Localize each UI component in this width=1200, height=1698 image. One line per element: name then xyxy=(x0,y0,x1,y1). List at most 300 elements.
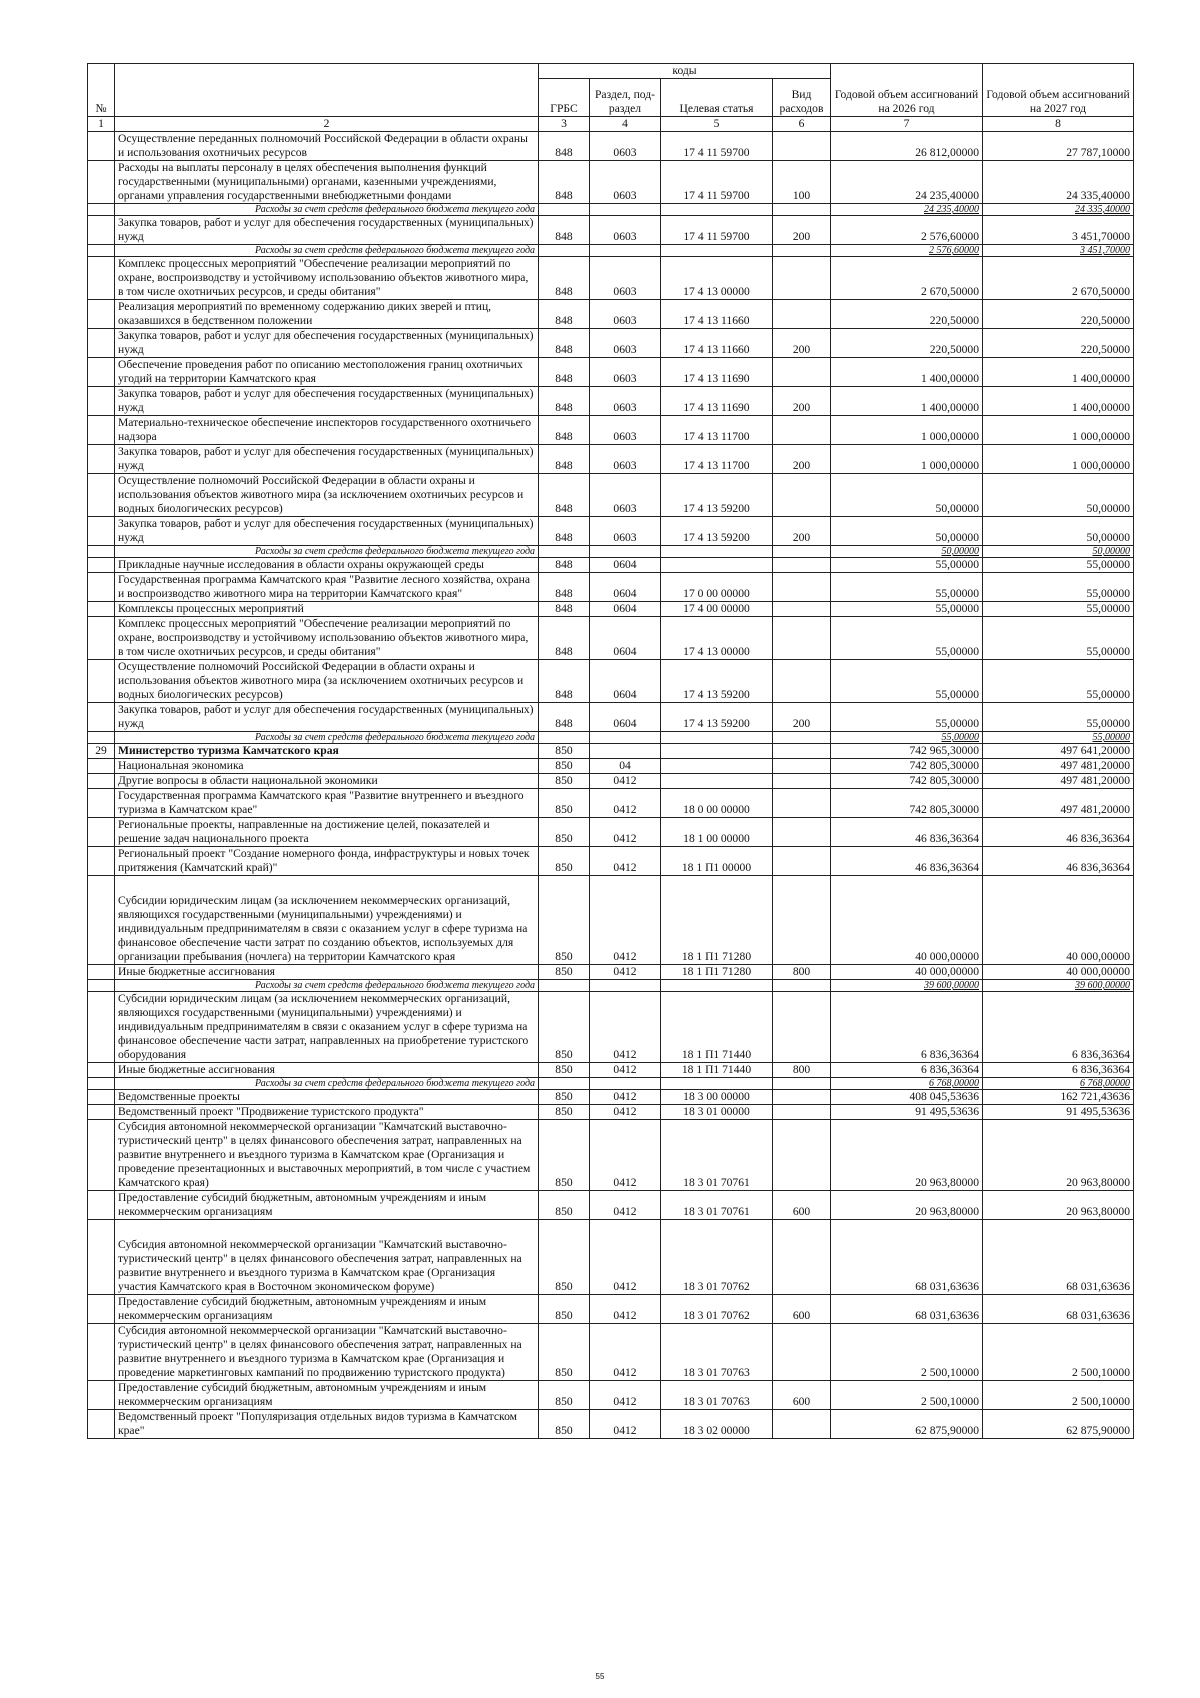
row-name: Субсидии юридическим лицам (за исключением некоммерческих организаций, являющихся государственными (муниципальными) учреждениями) и индивидуальным предпринимателям в связи с оказанием услуг в сфере туризма на финансовое обеспечение части затрат по созданию объектов, используемых для организации пребывания (ночлега) на территории Камчатского края xyxy=(115,876,539,965)
grbs-code: 848 xyxy=(539,161,590,204)
amount-2027: 1 000,00000 xyxy=(983,445,1134,474)
row-number xyxy=(88,980,115,992)
target-code: 17 0 00 00000 xyxy=(661,573,773,602)
section-code: 0412 xyxy=(590,789,661,818)
expense-type-code xyxy=(773,744,831,759)
table-row xyxy=(88,216,1134,245)
amount-2027: 20 963,80000 xyxy=(983,1120,1134,1191)
amount-2026: 2 576,60000 xyxy=(831,216,983,245)
amount-2027: 6 836,36364 xyxy=(983,1063,1134,1078)
expense-type-code: 600 xyxy=(773,1191,831,1220)
amount-2027: 497 481,20000 xyxy=(983,774,1134,789)
table-row xyxy=(88,744,1134,759)
target-code: 17 4 13 11700 xyxy=(661,445,773,474)
grbs-code: 850 xyxy=(539,1191,590,1220)
target-code: 17 4 13 11690 xyxy=(661,358,773,387)
header-vol-2026: Годовой объем ассигнований на 2026 год xyxy=(831,64,983,117)
budget-table xyxy=(87,63,1134,1439)
row-number xyxy=(88,992,115,1063)
section-code: 0412 xyxy=(590,992,661,1063)
row-name: Субсидия автономной некоммерческой организации "Камчатский выставочно-туристический центр" в целях финансового обеспечения затрат, направленных на развитие внутреннего и въездного туризма в Камчатском крае (Организация участия Камчатского края в Восточном экономическом форуме) xyxy=(115,1220,539,1295)
table-row xyxy=(88,965,1134,980)
table-row xyxy=(88,573,1134,602)
target-code xyxy=(661,204,773,216)
expense-type-code xyxy=(773,1324,831,1381)
amount-2026: 1 400,00000 xyxy=(831,387,983,416)
target-code: 17 4 11 59700 xyxy=(661,132,773,161)
table-row xyxy=(88,992,1134,1063)
section-code: 0603 xyxy=(590,517,661,546)
row-name: Комплекс процессных мероприятий "Обеспечение реализации мероприятий по охране, воспроизводству и устойчивому использованию объектов животного мира, в том числе охотничьих ресурсов, и среды обитания" xyxy=(115,257,539,300)
row-name: Иные бюджетные ассигнования xyxy=(115,965,539,980)
grbs-code: 848 xyxy=(539,703,590,732)
row-name: Ведомственный проект "Продвижение туристского продукта" xyxy=(115,1105,539,1120)
amount-2027: 40 000,00000 xyxy=(983,876,1134,965)
amount-2026: 220,50000 xyxy=(831,329,983,358)
amount-2027: 55,00000 xyxy=(983,660,1134,703)
section-code: 0604 xyxy=(590,558,661,573)
row-name: Предоставление субсидий бюджетным, автономным учреждениям и иным некоммерческим организациям xyxy=(115,1381,539,1410)
expense-type-code xyxy=(773,257,831,300)
expense-type-code xyxy=(773,204,831,216)
target-code xyxy=(661,759,773,774)
amount-2027: 55,00000 xyxy=(983,703,1134,732)
table-row xyxy=(88,602,1134,617)
row-name: Осуществление полномочий Российской Федерации в области охраны и использования объектов животного мира (за исключением охотничьих ресурсов и водных биологических ресурсов) xyxy=(115,474,539,517)
row-number xyxy=(88,546,115,558)
grbs-code: 850 xyxy=(539,847,590,876)
expense-type-code xyxy=(773,876,831,965)
section-code: 0603 xyxy=(590,132,661,161)
amount-2026: 742 805,30000 xyxy=(831,759,983,774)
grbs-code: 848 xyxy=(539,617,590,660)
row-name: Закупка товаров, работ и услуг для обеспечения государственных (муниципальных) нужд xyxy=(115,387,539,416)
amount-2027: 1 400,00000 xyxy=(983,387,1134,416)
grbs-code xyxy=(539,245,590,257)
target-code: 17 4 13 59200 xyxy=(661,474,773,517)
section-code: 0412 xyxy=(590,1295,661,1324)
grbs-code: 848 xyxy=(539,660,590,703)
header-codes: коды xyxy=(539,64,831,79)
section-code: 0603 xyxy=(590,358,661,387)
amount-2027: 2 500,10000 xyxy=(983,1324,1134,1381)
column-number: 3 xyxy=(539,117,590,132)
section-code xyxy=(590,744,661,759)
grbs-code: 848 xyxy=(539,358,590,387)
expense-type-code xyxy=(773,1220,831,1295)
row-number xyxy=(88,789,115,818)
amount-2026: 91 495,53636 xyxy=(831,1105,983,1120)
expense-type-code xyxy=(773,1410,831,1439)
row-number xyxy=(88,387,115,416)
table-row xyxy=(88,847,1134,876)
amount-2026: 26 812,00000 xyxy=(831,132,983,161)
section-code: 0412 xyxy=(590,1120,661,1191)
table-row xyxy=(88,876,1134,965)
expense-type-code: 600 xyxy=(773,1295,831,1324)
target-code: 18 3 01 70762 xyxy=(661,1220,773,1295)
amount-2026: 50,00000 xyxy=(831,546,983,558)
amount-2027: 46 836,36364 xyxy=(983,818,1134,847)
row-number xyxy=(88,300,115,329)
row-number xyxy=(88,1090,115,1105)
row-name: Расходы за счет средств федерального бюджета текущего года xyxy=(115,732,539,744)
row-name: Закупка товаров, работ и услуг для обеспечения государственных (муниципальных) нужд xyxy=(115,517,539,546)
grbs-code: 848 xyxy=(539,558,590,573)
amount-2027: 24 335,40000 xyxy=(983,204,1134,216)
amount-2027: 55,00000 xyxy=(983,732,1134,744)
target-code xyxy=(661,546,773,558)
section-code xyxy=(590,1078,661,1090)
row-name: Ведомственные проекты xyxy=(115,1090,539,1105)
amount-2026: 24 235,40000 xyxy=(831,204,983,216)
column-number: 2 xyxy=(115,117,539,132)
row-number xyxy=(88,759,115,774)
section-code xyxy=(590,732,661,744)
row-number xyxy=(88,732,115,744)
row-name: Иные бюджетные ассигнования xyxy=(115,1063,539,1078)
grbs-code: 850 xyxy=(539,1295,590,1324)
section-code: 0603 xyxy=(590,416,661,445)
grbs-code: 850 xyxy=(539,789,590,818)
grbs-code xyxy=(539,1078,590,1090)
target-code xyxy=(661,245,773,257)
amount-2026: 55,00000 xyxy=(831,558,983,573)
row-number xyxy=(88,1105,115,1120)
grbs-code xyxy=(539,980,590,992)
expense-type-code: 200 xyxy=(773,329,831,358)
expense-type-code xyxy=(773,558,831,573)
grbs-code: 850 xyxy=(539,1220,590,1295)
row-number xyxy=(88,517,115,546)
row-name: Субсидии юридическим лицам (за исключением некоммерческих организаций, являющихся государственными (муниципальными) учреждениями) и индивидуальным предпринимателям в связи с оказанием услуг в сфере туризма на финансовое обеспечение части затрат, направленных на приобретение туристского оборудования xyxy=(115,992,539,1063)
column-number: 6 xyxy=(773,117,831,132)
header-grbs: ГРБС xyxy=(539,79,590,117)
amount-2027: 20 963,80000 xyxy=(983,1191,1134,1220)
target-code: 17 4 13 59200 xyxy=(661,517,773,546)
table-row xyxy=(88,474,1134,517)
amount-2027: 2 670,50000 xyxy=(983,257,1134,300)
section-code: 0604 xyxy=(590,602,661,617)
row-name: Осуществление переданных полномочий Российской Федерации в области охраны и использования охотничьих ресурсов xyxy=(115,132,539,161)
expense-type-code xyxy=(773,474,831,517)
row-name: Закупка товаров, работ и услуг для обеспечения государственных (муниципальных) нужд xyxy=(115,329,539,358)
grbs-code: 848 xyxy=(539,416,590,445)
subtotal-row xyxy=(88,732,1134,744)
expense-type-code xyxy=(773,660,831,703)
amount-2027: 55,00000 xyxy=(983,558,1134,573)
amount-2026: 55,00000 xyxy=(831,573,983,602)
table-row xyxy=(88,517,1134,546)
amount-2027: 91 495,53636 xyxy=(983,1105,1134,1120)
grbs-code xyxy=(539,204,590,216)
amount-2026: 1 400,00000 xyxy=(831,358,983,387)
target-code: 18 1 П1 71440 xyxy=(661,1063,773,1078)
expense-type-code xyxy=(773,245,831,257)
row-number xyxy=(88,602,115,617)
expense-type-code xyxy=(773,358,831,387)
amount-2027: 6 836,36364 xyxy=(983,992,1134,1063)
row-number xyxy=(88,1220,115,1295)
row-name: Комплексы процессных мероприятий xyxy=(115,602,539,617)
section-code xyxy=(590,546,661,558)
amount-2027: 497 641,20000 xyxy=(983,744,1134,759)
table-row xyxy=(88,703,1134,732)
row-number xyxy=(88,558,115,573)
expense-type-code xyxy=(773,759,831,774)
amount-2026: 68 031,63636 xyxy=(831,1220,983,1295)
expense-type-code xyxy=(773,602,831,617)
grbs-code: 850 xyxy=(539,1324,590,1381)
row-number xyxy=(88,204,115,216)
section-code: 0603 xyxy=(590,445,661,474)
column-number-row xyxy=(88,117,1134,132)
section-code: 0412 xyxy=(590,876,661,965)
amount-2026: 2 670,50000 xyxy=(831,257,983,300)
table-row xyxy=(88,132,1134,161)
grbs-code: 848 xyxy=(539,573,590,602)
section-code: 0603 xyxy=(590,300,661,329)
amount-2026: 20 963,80000 xyxy=(831,1191,983,1220)
section-code: 0603 xyxy=(590,257,661,300)
expense-type-code xyxy=(773,1078,831,1090)
amount-2027: 27 787,10000 xyxy=(983,132,1134,161)
amount-2027: 68 031,63636 xyxy=(983,1220,1134,1295)
amount-2027: 50,00000 xyxy=(983,517,1134,546)
section-code: 0412 xyxy=(590,1324,661,1381)
grbs-code: 848 xyxy=(539,474,590,517)
target-code: 17 4 13 59200 xyxy=(661,703,773,732)
grbs-code: 850 xyxy=(539,1120,590,1191)
amount-2027: 68 031,63636 xyxy=(983,1295,1134,1324)
amount-2027: 1 000,00000 xyxy=(983,416,1134,445)
row-number xyxy=(88,257,115,300)
target-code: 18 3 01 00000 xyxy=(661,1105,773,1120)
section-code: 0412 xyxy=(590,1063,661,1078)
grbs-code: 850 xyxy=(539,1410,590,1439)
section-code: 0603 xyxy=(590,474,661,517)
amount-2027: 162 721,43636 xyxy=(983,1090,1134,1105)
grbs-code: 848 xyxy=(539,517,590,546)
target-code: 17 4 13 11700 xyxy=(661,416,773,445)
table-row xyxy=(88,1063,1134,1078)
target-code: 18 3 01 70761 xyxy=(661,1120,773,1191)
target-code: 18 1 П1 71440 xyxy=(661,992,773,1063)
table-row xyxy=(88,161,1134,204)
row-name: Комплекс процессных мероприятий "Обеспечение реализации мероприятий по охране, воспроизводству и устойчивому использованию объектов животного мира, в том числе охотничьих ресурсов, и среды обитания" xyxy=(115,617,539,660)
target-code: 18 0 00 00000 xyxy=(661,789,773,818)
row-number xyxy=(88,1381,115,1410)
amount-2026: 408 045,53636 xyxy=(831,1090,983,1105)
row-name: Закупка товаров, работ и услуг для обеспечения государственных (муниципальных) нужд xyxy=(115,703,539,732)
section-code: 0412 xyxy=(590,1381,661,1410)
amount-2026: 742 805,30000 xyxy=(831,774,983,789)
row-name: Расходы за счет средств федерального бюджета текущего года xyxy=(115,1078,539,1090)
row-number xyxy=(88,216,115,245)
section-code xyxy=(590,204,661,216)
grbs-code: 850 xyxy=(539,965,590,980)
table-row xyxy=(88,445,1134,474)
target-code: 17 4 00 00000 xyxy=(661,602,773,617)
subtotal-row xyxy=(88,204,1134,216)
amount-2027: 55,00000 xyxy=(983,617,1134,660)
section-code: 0604 xyxy=(590,573,661,602)
amount-2026: 68 031,63636 xyxy=(831,1295,983,1324)
target-code: 18 1 00 00000 xyxy=(661,818,773,847)
section-code: 0412 xyxy=(590,1220,661,1295)
amount-2026: 1 000,00000 xyxy=(831,416,983,445)
target-code xyxy=(661,558,773,573)
row-number xyxy=(88,1078,115,1090)
amount-2026: 55,00000 xyxy=(831,617,983,660)
column-number: 7 xyxy=(831,117,983,132)
table-row xyxy=(88,300,1134,329)
row-name: Национальная экономика xyxy=(115,759,539,774)
row-name: Реализация мероприятий по временному содержанию диких зверей и птиц, оказавшихся в бедственном положении xyxy=(115,300,539,329)
amount-2027: 50,00000 xyxy=(983,474,1134,517)
target-code xyxy=(661,980,773,992)
amount-2026: 40 000,00000 xyxy=(831,876,983,965)
row-number xyxy=(88,573,115,602)
row-name: Государственная программа Камчатского края "Развитие лесного хозяйства, охрана и воспроизводство животного мира на территории Камчатского края" xyxy=(115,573,539,602)
section-code: 0604 xyxy=(590,660,661,703)
row-name: Прикладные научные исследования в области охраны окружающей среды xyxy=(115,558,539,573)
expense-type-code xyxy=(773,416,831,445)
grbs-code: 848 xyxy=(539,602,590,617)
grbs-code: 850 xyxy=(539,1090,590,1105)
amount-2026: 6 836,36364 xyxy=(831,1063,983,1078)
expense-type-code xyxy=(773,617,831,660)
subtotal-row xyxy=(88,546,1134,558)
grbs-code xyxy=(539,732,590,744)
grbs-code: 850 xyxy=(539,992,590,1063)
row-number xyxy=(88,847,115,876)
target-code: 17 4 13 00000 xyxy=(661,257,773,300)
column-number: 4 xyxy=(590,117,661,132)
grbs-code xyxy=(539,546,590,558)
column-number: 1 xyxy=(88,117,115,132)
target-code: 18 3 01 70762 xyxy=(661,1295,773,1324)
section-code: 0412 xyxy=(590,1105,661,1120)
column-number: 8 xyxy=(983,117,1134,132)
target-code: 18 1 П1 71280 xyxy=(661,965,773,980)
amount-2027: 497 481,20000 xyxy=(983,789,1134,818)
table-row xyxy=(88,1295,1134,1324)
row-name: Региональные проекты, направленные на достижение целей, показателей и решение задач национального проекта xyxy=(115,818,539,847)
row-name: Региональный проект "Создание номерного фонда, инфраструктуры и новых точек притяжения (Камчатский край)" xyxy=(115,847,539,876)
amount-2027: 55,00000 xyxy=(983,602,1134,617)
amount-2027: 3 451,70000 xyxy=(983,245,1134,257)
expense-type-code xyxy=(773,847,831,876)
row-name: Другие вопросы в области национальной экономики xyxy=(115,774,539,789)
header-row-1 xyxy=(88,64,1134,79)
grbs-code: 848 xyxy=(539,300,590,329)
expense-type-code xyxy=(773,132,831,161)
section-code: 0604 xyxy=(590,617,661,660)
table-row xyxy=(88,1220,1134,1295)
row-name: Министерство туризма Камчатского края xyxy=(115,744,539,759)
target-code xyxy=(661,774,773,789)
row-name: Расходы за счет средств федерального бюджета текущего года xyxy=(115,204,539,216)
page-number: 55 xyxy=(595,1672,605,1681)
table-row xyxy=(88,1191,1134,1220)
row-number xyxy=(88,329,115,358)
row-name: Ведомственный проект "Популяризация отдельных видов туризма в Камчатском крае" xyxy=(115,1410,539,1439)
grbs-code: 850 xyxy=(539,1381,590,1410)
expense-type-code xyxy=(773,1105,831,1120)
expense-type-code: 200 xyxy=(773,703,831,732)
subtotal-row xyxy=(88,245,1134,257)
expense-type-code xyxy=(773,546,831,558)
amount-2026: 50,00000 xyxy=(831,474,983,517)
table-row xyxy=(88,1381,1134,1410)
section-code: 0412 xyxy=(590,847,661,876)
row-number xyxy=(88,1191,115,1220)
row-name: Закупка товаров, работ и услуг для обеспечения государственных (муниципальных) нужд xyxy=(115,445,539,474)
amount-2026: 1 000,00000 xyxy=(831,445,983,474)
target-code: 17 4 13 11660 xyxy=(661,300,773,329)
table-row xyxy=(88,1410,1134,1439)
header-section: Раздел, под-раздел xyxy=(590,79,661,117)
section-code: 0412 xyxy=(590,774,661,789)
target-code: 17 4 13 59200 xyxy=(661,660,773,703)
grbs-code: 848 xyxy=(539,257,590,300)
amount-2026: 46 836,36364 xyxy=(831,847,983,876)
expense-type-code: 800 xyxy=(773,965,831,980)
target-code: 18 3 01 70763 xyxy=(661,1324,773,1381)
expense-type-code xyxy=(773,818,831,847)
target-code xyxy=(661,732,773,744)
row-number xyxy=(88,965,115,980)
row-number xyxy=(88,416,115,445)
expense-type-code: 600 xyxy=(773,1381,831,1410)
row-number xyxy=(88,703,115,732)
row-number xyxy=(88,161,115,204)
row-number xyxy=(88,1120,115,1191)
table-row xyxy=(88,617,1134,660)
amount-2027: 1 400,00000 xyxy=(983,358,1134,387)
table-row xyxy=(88,416,1134,445)
section-code: 0412 xyxy=(590,965,661,980)
amount-2026: 20 963,80000 xyxy=(831,1120,983,1191)
amount-2027: 50,00000 xyxy=(983,546,1134,558)
expense-type-code xyxy=(773,573,831,602)
table-row xyxy=(88,660,1134,703)
expense-type-code xyxy=(773,774,831,789)
table-row xyxy=(88,789,1134,818)
row-number xyxy=(88,1063,115,1078)
row-number xyxy=(88,358,115,387)
target-code: 18 3 00 00000 xyxy=(661,1090,773,1105)
table-row xyxy=(88,1090,1134,1105)
amount-2027: 3 451,70000 xyxy=(983,216,1134,245)
row-name: Субсидия автономной некоммерческой организации "Камчатский выставочно-туристический центр" в целях финансового обеспечения затрат, направленных на развитие внутреннего и въездного туризма в Камчатском крае (Организация и проведение маркетинговых кампаний по продвижению туристского продукта) xyxy=(115,1324,539,1381)
amount-2027: 40 000,00000 xyxy=(983,965,1134,980)
amount-2026: 2 500,10000 xyxy=(831,1381,983,1410)
amount-2026: 55,00000 xyxy=(831,660,983,703)
expense-type-code xyxy=(773,980,831,992)
target-code: 18 3 01 70763 xyxy=(661,1381,773,1410)
table-row xyxy=(88,558,1134,573)
target-code: 17 4 13 11660 xyxy=(661,329,773,358)
amount-2026: 742 965,30000 xyxy=(831,744,983,759)
header-vol-2027: Годовой объем ассигнований на 2027 год xyxy=(983,64,1134,117)
amount-2026: 62 875,90000 xyxy=(831,1410,983,1439)
amount-2026: 2 576,60000 xyxy=(831,245,983,257)
expense-type-code xyxy=(773,300,831,329)
grbs-code: 848 xyxy=(539,329,590,358)
table-row xyxy=(88,387,1134,416)
